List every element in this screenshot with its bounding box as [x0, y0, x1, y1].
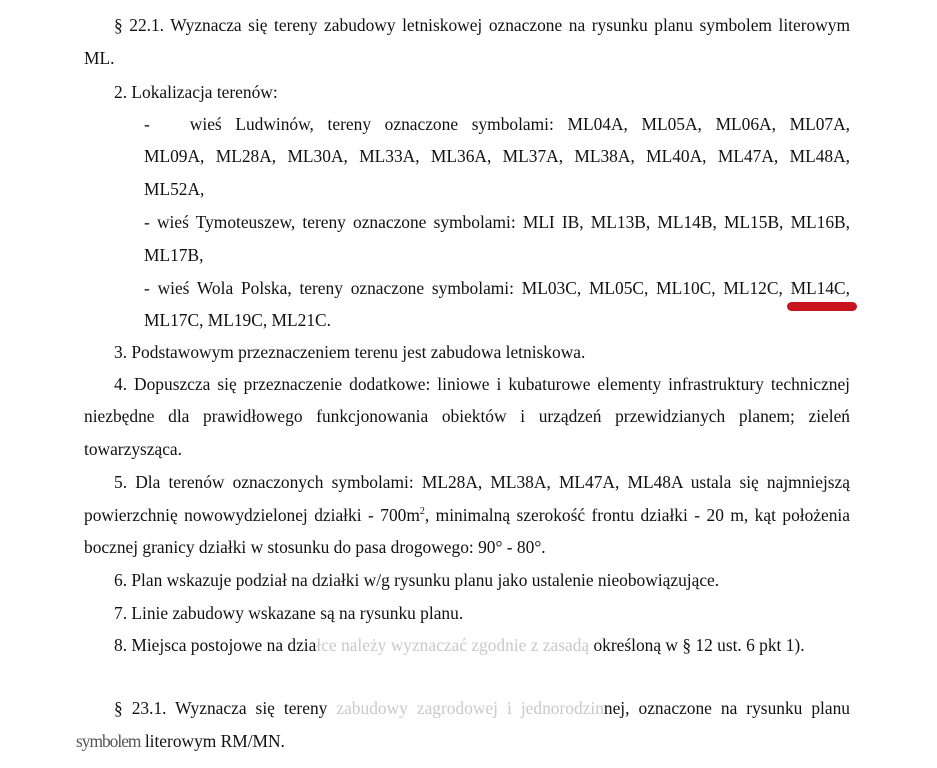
width-angle-text: , minimalną szerokość frontu działki - 20 m, kąt położenia: [424, 505, 850, 525]
section-22-paragraph-7: 7. Linie zabudowy wskazane są na rysunku planu.: [114, 603, 464, 623]
superscript-squared: 2: [419, 506, 425, 518]
section-22-paragraph-2-heading: 2. Lokalizacja terenów:: [114, 82, 278, 102]
list-item-ludwinow-line-1: [84, 112, 850, 136]
list-item-tymoteuszew-line-2: ML17B,: [144, 245, 204, 265]
red-underline-annotation: [787, 302, 857, 311]
section-22-paragraph-4-line-2: niezbędne dla prawidłowego funkcjonowania obiektów i urządzeń przewidzianych planem; zieleń: [84, 406, 850, 426]
section-22-paragraph-5-line-2: [84, 503, 850, 527]
ludwinow-text: wieś Ludwinów, tereny oznaczone symbolami: ML04A, ML05A, ML06A, ML07A,: [189, 114, 850, 134]
section-22-paragraph-5-line-3: bocznej granicy działki w stosunku do pasa drogowego: 90° - 80°.: [84, 537, 546, 557]
section-22-paragraph-1-line-1: § 22.1. Wyznacza się tereny zabudowy letniskowej oznaczone na rysunku planu symbolem literowym: [114, 15, 850, 35]
section-23-paragraph-1-line-2: [76, 729, 842, 753]
section-22-paragraph-1-line-2: ML.: [84, 48, 115, 68]
p8-faded-text: łce należy wyznaczać zgodnie z zasadą: [316, 635, 590, 655]
s23-text-start: § 23.1. Wyznacza się tereny: [114, 698, 337, 718]
section-22-paragraph-5-line-1: 5. Dla terenów oznaczonych symbolami: ML28A, ML38A, ML47A, ML48A ustala się najmniejszą: [114, 472, 850, 492]
section-22-paragraph-6: 6. Plan wskazuje podział na działki w/g rysunku planu jako ustalenie nieobowiązujące.: [114, 570, 720, 590]
s23-line2-text: literowym RM/MN.: [140, 731, 285, 751]
area-text: powierzchnię nowowydzielonej działki - 700m: [84, 505, 420, 525]
s23-faded-text: zabudowy zagrodowej i jednorodzin: [336, 698, 604, 718]
list-dash: -: [144, 114, 150, 134]
p8-text-start: 8. Miejsca postojowe na dzia: [114, 635, 317, 655]
list-item-ludwinow-line-2: ML09A, ML28A, ML30A, ML33A, ML36A, ML37A, ML38A, ML40A, ML47A, ML48A,: [144, 146, 850, 166]
list-item-ludwinow-line-3: ML52A,: [144, 179, 205, 199]
section-22-paragraph-4-line-3: towarzysząca.: [84, 439, 183, 459]
document-page: [76, 0, 850, 768]
list-item-tymoteuszew-line-1: - wieś Tymoteuszew, tereny oznaczone symbolami: MLI IB, ML13B, ML14B, ML15B, ML16B,: [144, 212, 850, 232]
list-item-wola-polska-line-2: ML17C, ML19C, ML21C.: [144, 310, 331, 330]
section-22-paragraph-3: 3. Podstawowym przeznaczeniem terenu jest zabudowa letniskowa.: [114, 342, 586, 362]
s23-text-end: nej, oznaczone na rysunku planu: [603, 698, 850, 718]
section-22-paragraph-8: [84, 633, 850, 657]
list-item-wola-polska-line-1: - wieś Wola Polska, tereny oznaczone symbolami: ML03C, ML05C, ML10C, ML12C, ML14C,: [144, 278, 850, 298]
p8-text-end: określoną w § 12 ust. 6 pkt 1).: [589, 635, 805, 655]
section-22-paragraph-4-line-1: 4. Dopuszcza się przeznaczenie dodatkowe: liniowe i kubaturowe elementy infrastruktury technicznej: [114, 374, 850, 394]
s23-garbled-text: symbolem: [76, 731, 141, 751]
section-23-paragraph-1-line-1: [84, 696, 850, 720]
